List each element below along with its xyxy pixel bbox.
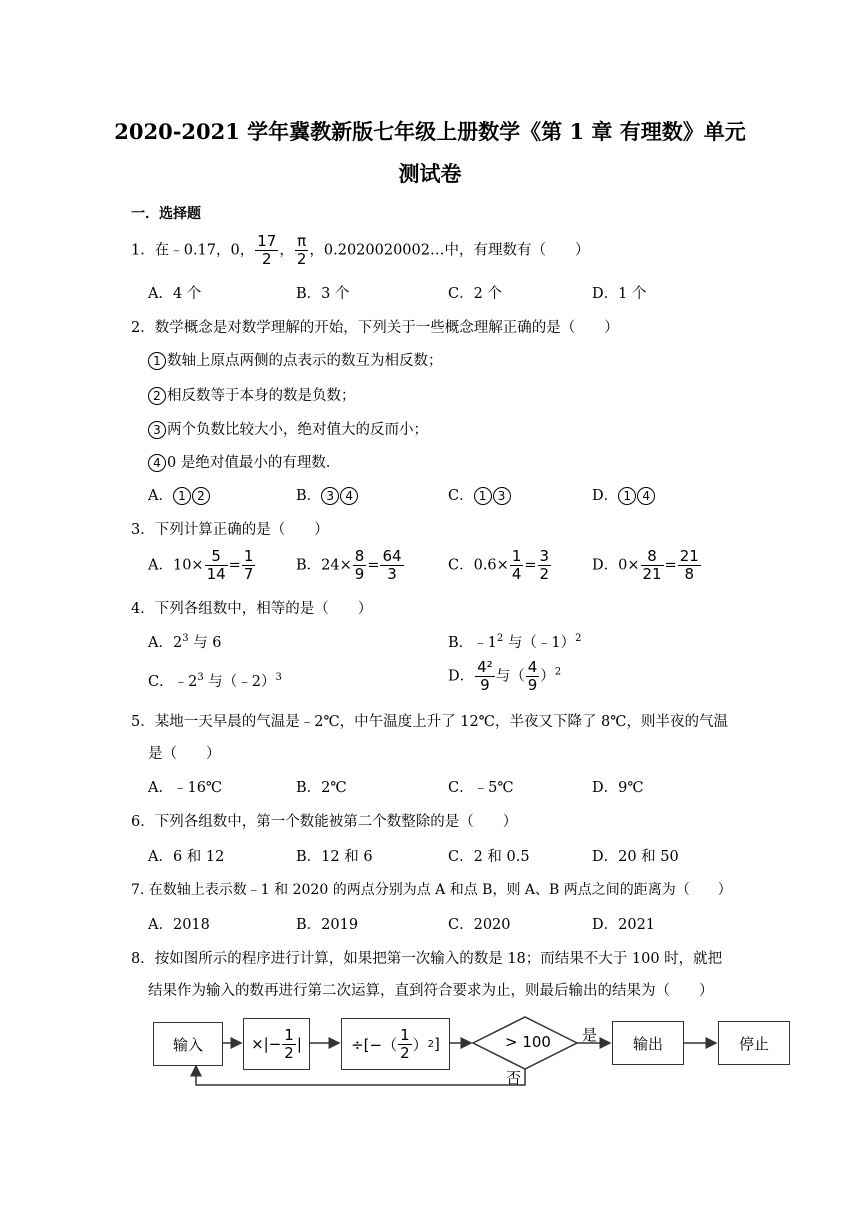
question-2-stem: 2．数学概念是对数学理解的开始，下列关于一些概念理解正确的是（ ） [131, 320, 619, 336]
q2-option-b: B． 3 4 [296, 484, 359, 505]
q3-option-d: D．0× $\frac{8}{21}$ = $\frac{21}{8}$ [592, 547, 699, 583]
flow-output-box: 输出 [612, 1021, 684, 1065]
flow-input-box: 输入 [153, 1022, 223, 1066]
q4-option-c: C．$﹣2^3$ 与（﹣2）$^3$ [148, 672, 282, 690]
flow-divide-box: ÷[−（ $\frac{1}{2}$ ） 2 ] [341, 1018, 450, 1070]
flow-multiply-box: ×|− $\frac{1}{2}$ | [243, 1018, 310, 1070]
q2-item: 2 相反数等于本身的数是负数； [148, 384, 356, 405]
q3-option-c: C．0.6× $\frac{1}{4}$ = $\frac{3}{2}$ [448, 547, 550, 583]
fraction: $\frac{\pi}{2}$ [296, 232, 307, 268]
q1-option-c: C．2 个 [448, 286, 502, 302]
q2-option-d: D． 1 4 [592, 484, 656, 505]
q7-option-b: B．2019 [296, 917, 359, 933]
q7-option-d: D．2021 [592, 917, 656, 933]
flow-decision-label: > 100 [505, 1033, 551, 1051]
question-4-stem: 4．下列各组数中，相等的是（ ） [131, 601, 373, 617]
paper-title-line1: 2020-2021 学年冀教新版七年级上册数学《第 1 章 有理数》单元 [114, 119, 746, 144]
q2-item: 3 两个负数比较大小，绝对值大的反而小； [148, 418, 428, 439]
fraction: $\frac{17}{2}$ [257, 232, 277, 268]
q4-option-b: B．$﹣1^2$ 与（﹣1）$^2$ [448, 633, 582, 651]
question-3-stem: 3．下列计算正确的是（ ） [131, 522, 329, 538]
question-6-stem: 6．下列各组数中，第一个数能被第二个数整除的是（ ） [131, 814, 518, 830]
question-8-stem: 8．按如图所示的程序进行计算，如果把第一次输入的数是 18；而结果不大于 100 时，就把 [131, 951, 723, 967]
question-5-stem-cont: 是（ ） [148, 746, 221, 762]
q2-item: 1 数轴上原点两侧的点表示的数互为相反数； [148, 349, 443, 370]
q3-option-b: B．24× $\frac{8}{9}$ = $\frac{64}{3}$ [296, 547, 402, 583]
q1-option-a: A．4 个 [148, 286, 202, 302]
question-8-stem-cont: 结果作为输入的数再进行第二次运算，直到符合要求为止，则最后输出的结果为（ ） [148, 983, 714, 999]
flow-stop-box: 停止 [718, 1021, 790, 1065]
section-heading: 一．选择题 [131, 206, 201, 222]
q1-option-d: D．1 个 [592, 286, 647, 302]
q7-option-a: A．2018 [148, 917, 210, 933]
flow-no-label: 否 [506, 1069, 522, 1087]
question-5-stem: 5．某地一天早晨的气温是﹣2℃，中午温度上升了 12℃，半夜又下降了 8℃，则半夜的气温 [131, 714, 729, 730]
q2-option-c: C． 1 3 [448, 484, 512, 505]
q6-option-d: D．20 和 50 [592, 849, 679, 865]
q6-option-a: A．6 和 12 [148, 849, 225, 865]
q6-option-b: B．12 和 6 [296, 849, 373, 865]
question-1-stem: 1．在﹣0.17，0， $\frac{17}{2}$ ， $\frac{\pi}{2}$ ，0.2020020002…中，有理数有（ ） [131, 232, 590, 268]
q6-option-c: C．2 和 0.5 [448, 849, 530, 865]
q5-option-b: B．2℃ [296, 780, 347, 796]
q4-option-a: A．$2^3$ 与 6 [148, 633, 222, 651]
q2-option-a: A． 1 2 [148, 484, 211, 505]
paper-title-line2: 测试卷 [398, 161, 462, 186]
q4-option-d: D． $\frac{\text{4²}}{9}$ 与（ $\frac{4}{9}$ ）$^2$ [448, 658, 562, 694]
q5-option-a: A．﹣16℃ [148, 780, 223, 796]
q3-option-a: A．10× $\frac{5}{14}$ = $\frac{1}{7}$ [148, 547, 254, 583]
question-7-stem: 7. 在数轴上表示数﹣1 和 2020 的两点分别为点 A 和点 B，则 A、B 两点之间的距离为（ ） [131, 882, 732, 898]
q5-option-c: C．﹣5℃ [448, 780, 514, 796]
q2-item: 4 0 是绝对值最小的有理数． [148, 451, 340, 472]
q7-option-c: C．2020 [448, 917, 511, 933]
q5-option-d: D．9℃ [592, 780, 644, 796]
q1-option-b: B．3 个 [296, 286, 350, 302]
flow-yes-label: 是 [582, 1026, 598, 1044]
